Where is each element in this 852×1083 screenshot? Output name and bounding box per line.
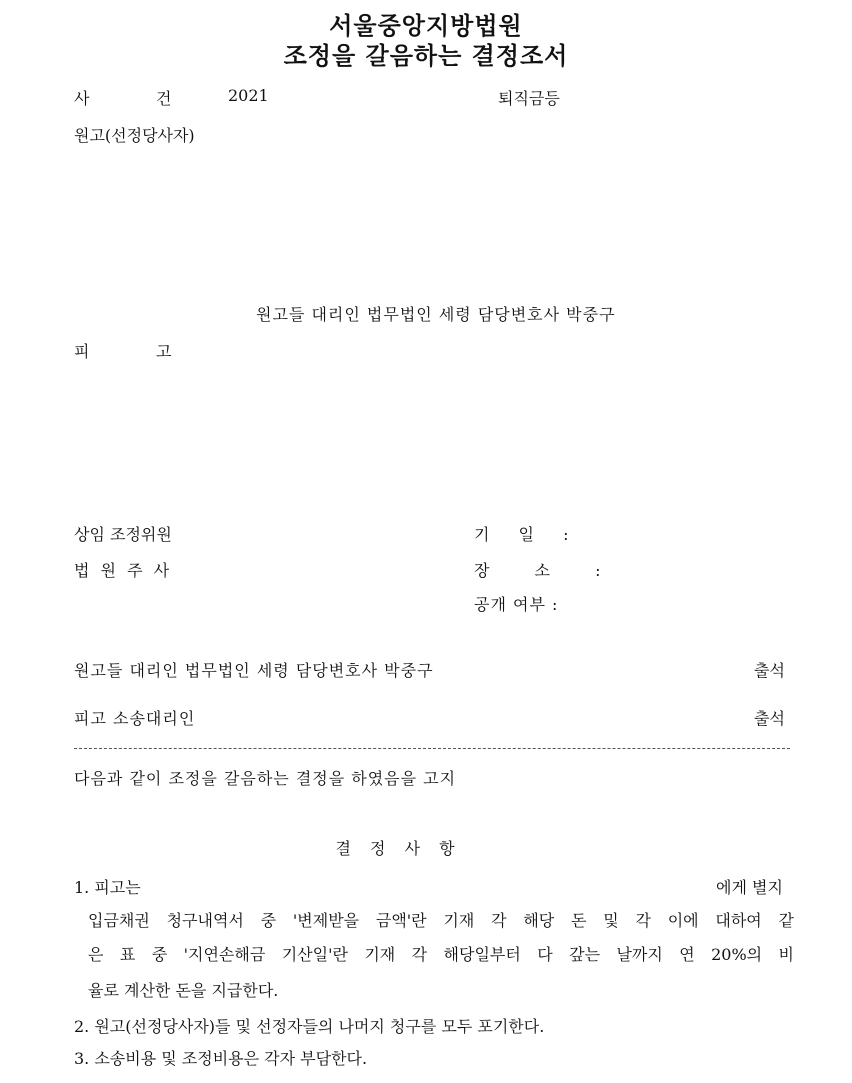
- notice-text: 다음과 같이 조정을 갈음하는 결정을 하였음을 고지: [74, 769, 457, 788]
- document-title: 조정을 갈음하는 결정조서: [283, 42, 569, 70]
- case-number: 2021: [228, 86, 269, 105]
- decision-heading: 결 정 사 항: [335, 839, 455, 858]
- decision-item-1-line: 입금채권 청구내역서 중 '변제받을 금액'란 기재 각 해당 돈 및 각 이에 대하여 같: [88, 911, 794, 930]
- commissioner-label: 상임 조정위원: [74, 525, 172, 544]
- case-label-geon: 건: [156, 89, 172, 108]
- attendance-status: 출석: [754, 709, 785, 728]
- plaintiff-counsel: 원고들 대리인 법무법인 세령 담당변호사 박중구: [256, 305, 616, 324]
- attendance-status: 출석: [754, 661, 785, 680]
- date-label: 기 일 :: [474, 525, 569, 544]
- court-name: 서울중앙지방법원: [329, 12, 523, 40]
- decision-item-1-line: 율로 계산한 돈을 지급한다.: [88, 981, 279, 1000]
- decision-item-1-line: 은 표 중 '지연손해금 기산일'란 기재 각 해당일부터 다 갚는 날까지 연 20%의 비: [88, 945, 794, 964]
- case-label-sa: 사: [74, 89, 90, 108]
- attendance-party: 원고들 대리인 법무법인 세령 담당변호사 박중구: [74, 661, 434, 680]
- plaintiff-label: 원고(선정당사자): [74, 126, 195, 145]
- divider: [74, 748, 790, 749]
- attendance-party: 피고 소송대리인: [74, 709, 196, 728]
- decision-item-1-suffix: 에게 별지: [716, 878, 783, 897]
- defendant-label-go: 고: [156, 342, 172, 361]
- public-label: 공개 여부 :: [474, 595, 559, 614]
- defendant-label-pi: 피: [74, 342, 90, 361]
- case-name: 퇴직금등: [498, 89, 560, 108]
- place-label: 장 소 :: [474, 561, 601, 580]
- decision-item-1-prefix: 1. 피고는: [74, 878, 141, 897]
- decision-item-2: 2. 원고(선정당사자)들 및 선정자들의 나머지 청구를 모두 포기한다.: [74, 1017, 545, 1036]
- decision-item-3: 3. 소송비용 및 조정비용은 각자 부담한다.: [74, 1049, 368, 1068]
- clerk-label: 법 원 주 사: [74, 561, 173, 580]
